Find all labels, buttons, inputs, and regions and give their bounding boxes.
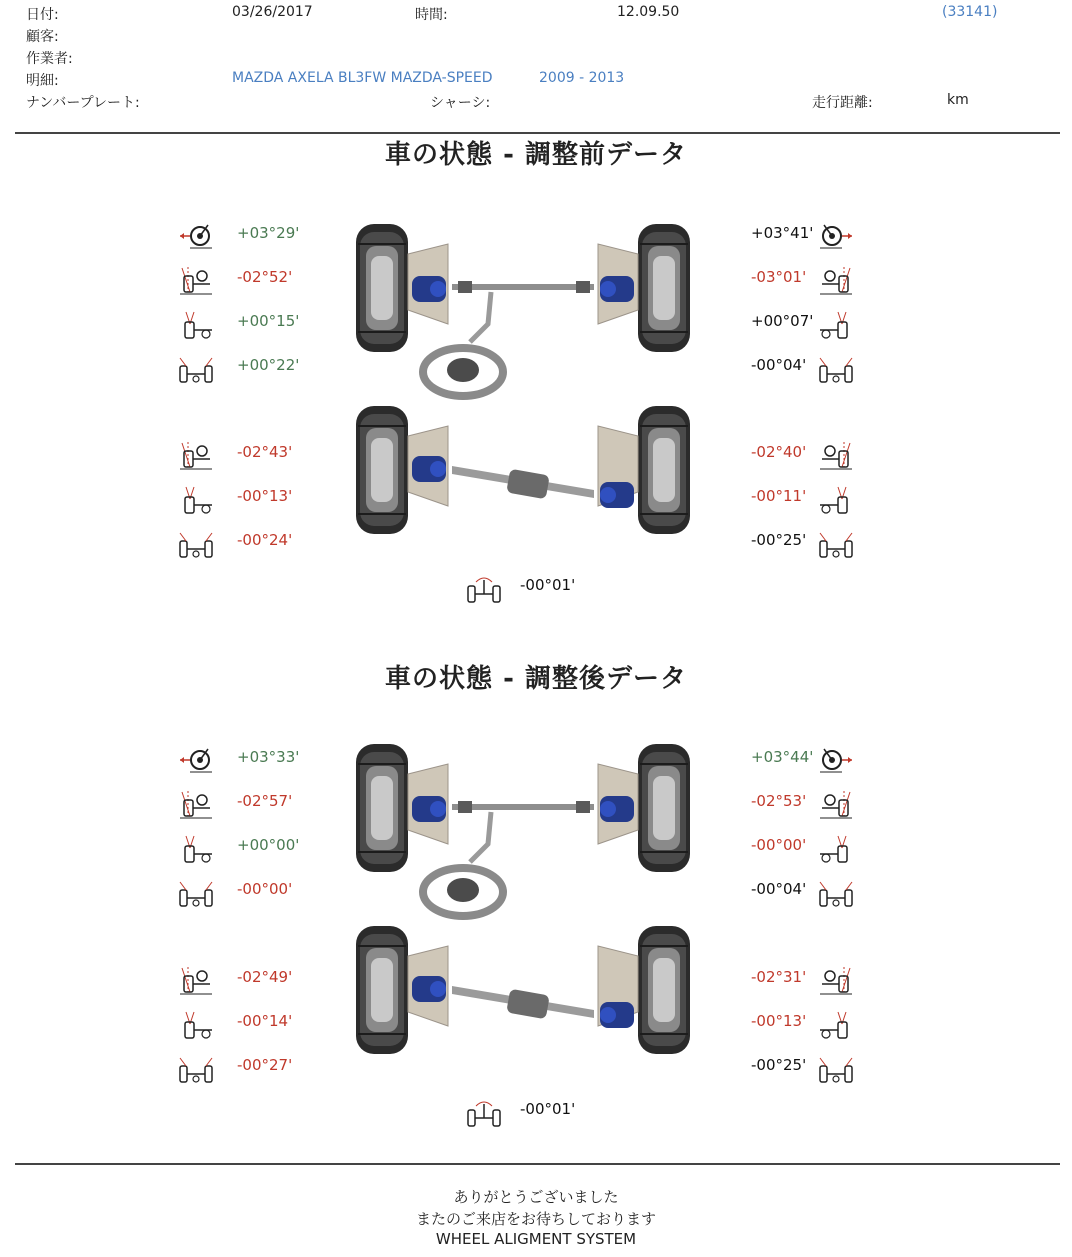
- before-fl-caster: +03°29': [237, 224, 300, 242]
- before-fr-total-toe: -00°04': [751, 356, 807, 374]
- before-rl-camber: -02°43': [237, 443, 293, 461]
- date-label: 日付:: [26, 7, 59, 23]
- toe-icon: [178, 485, 214, 515]
- time-value: 12.09.50: [617, 4, 680, 20]
- total-toe-icon: [818, 354, 854, 384]
- customer-label: 顧客:: [26, 29, 59, 45]
- before-fl-total-toe: +00°22': [237, 356, 300, 374]
- after-fl-caster: +03°33': [237, 748, 300, 766]
- total-toe-icon: [178, 529, 214, 559]
- before-rl-total-toe: -00°24': [237, 531, 293, 549]
- footer-system-name: WHEEL ALIGMENT SYSTEM: [435, 1230, 637, 1248]
- footer-divider: [15, 1163, 1060, 1165]
- before-rr-total-toe: -00°25': [751, 531, 807, 549]
- vehicle-model: MAZDA AXELA BL3FW MAZDA-SPEED: [232, 70, 493, 86]
- chassis-label: シャーシ:: [430, 95, 491, 111]
- after-rl-total-toe: -00°27': [237, 1056, 293, 1074]
- after-fl-toe: +00°00': [237, 836, 300, 854]
- total-toe-icon: [818, 529, 854, 559]
- rear-axle-diagram-after: [356, 926, 696, 1066]
- after-title: 車の状態 - 調整後データ: [385, 664, 687, 694]
- after-fl-total-toe: -00°00': [237, 880, 293, 898]
- date-value: 03/26/2017: [232, 4, 313, 20]
- camber-icon: [818, 266, 854, 296]
- toe-icon: [178, 1010, 214, 1040]
- rear-axle-diagram-before: [356, 406, 696, 546]
- camber-icon: [818, 441, 854, 471]
- after-fl-camber: -02°57': [237, 792, 293, 810]
- after-rl-camber: -02°49': [237, 968, 293, 986]
- before-rr-toe: -00°11': [751, 487, 807, 505]
- footer-welcome-back: またのご来店をお待ちしております: [415, 1210, 656, 1228]
- caster-icon: [818, 746, 854, 776]
- camber-icon: [178, 266, 214, 296]
- after-rr-toe: -00°13': [751, 1012, 807, 1030]
- time-label: 時間:: [415, 7, 448, 23]
- camber-icon: [818, 966, 854, 996]
- after-thrust-angle: -00°01': [520, 1100, 576, 1118]
- camber-icon: [818, 790, 854, 820]
- front-axle-diagram-before: [356, 224, 696, 404]
- plate-label: ナンバープレート:: [26, 95, 140, 111]
- camber-icon: [178, 966, 214, 996]
- total-toe-icon: [178, 354, 214, 384]
- after-rr-camber: -02°31': [751, 968, 807, 986]
- before-title: 車の状態 - 調整前データ: [385, 140, 687, 170]
- before-fl-camber: -02°52': [237, 268, 293, 286]
- caster-icon: [178, 746, 214, 776]
- mileage-label: 走行距離:: [812, 95, 873, 111]
- toe-icon: [818, 1010, 854, 1040]
- total-toe-icon: [178, 1054, 214, 1084]
- before-rl-toe: -00°13': [237, 487, 293, 505]
- before-fr-caster: +03°41': [751, 224, 814, 242]
- footer-thanks: ありがとうございました: [453, 1188, 619, 1206]
- mileage-unit: km: [947, 92, 969, 108]
- toe-icon: [178, 834, 214, 864]
- after-fr-camber: -02°53': [751, 792, 807, 810]
- before-fl-toe: +00°15': [237, 312, 300, 330]
- after-fr-total-toe: -00°04': [751, 880, 807, 898]
- record-id: (33141): [942, 4, 998, 20]
- thrust-angle-icon: [466, 574, 502, 604]
- camber-icon: [178, 441, 214, 471]
- camber-icon: [178, 790, 214, 820]
- caster-icon: [818, 222, 854, 252]
- caster-icon: [178, 222, 214, 252]
- before-thrust-angle: -00°01': [520, 576, 576, 594]
- before-fr-toe: +00°07': [751, 312, 814, 330]
- detail-label: 明細:: [26, 73, 59, 89]
- after-fr-toe: -00°00': [751, 836, 807, 854]
- after-rr-total-toe: -00°25': [751, 1056, 807, 1074]
- vehicle-years: 2009 - 2013: [539, 70, 625, 86]
- total-toe-icon: [178, 878, 214, 908]
- total-toe-icon: [818, 1054, 854, 1084]
- after-fr-caster: +03°44': [751, 748, 814, 766]
- front-axle-diagram-after: [356, 744, 696, 924]
- toe-icon: [818, 485, 854, 515]
- thrust-angle-icon: [466, 1098, 502, 1128]
- before-rr-camber: -02°40': [751, 443, 807, 461]
- toe-icon: [818, 834, 854, 864]
- toe-icon: [818, 310, 854, 340]
- before-fr-camber: -03°01': [751, 268, 807, 286]
- toe-icon: [178, 310, 214, 340]
- operator-label: 作業者:: [26, 51, 73, 67]
- after-rl-toe: -00°14': [237, 1012, 293, 1030]
- total-toe-icon: [818, 878, 854, 908]
